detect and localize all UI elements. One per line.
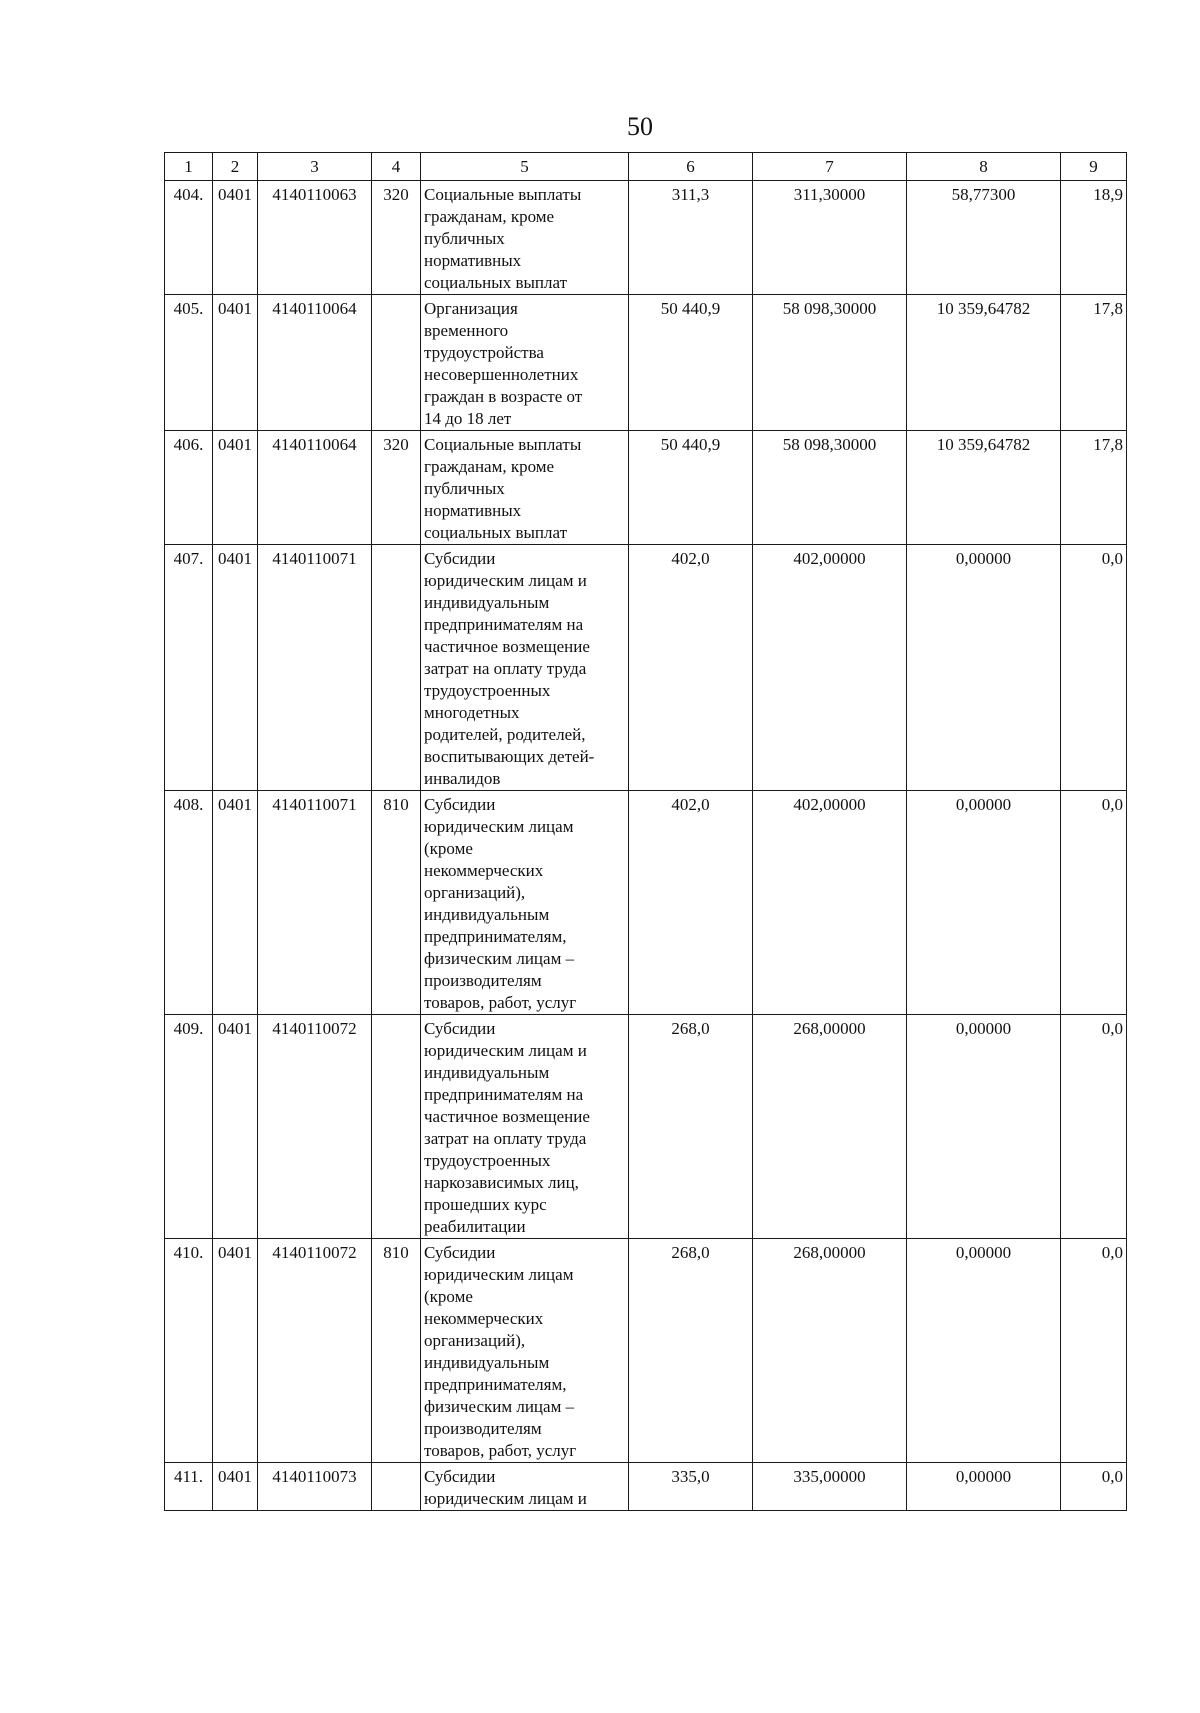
item-name-line: (кроме xyxy=(424,839,473,858)
item-name xyxy=(421,1239,629,1463)
column-header: 2 xyxy=(213,153,258,181)
section-code: 0401 xyxy=(213,431,258,545)
row-number: 406. xyxy=(165,431,213,545)
row-number: 411. xyxy=(165,1463,213,1511)
item-name xyxy=(421,431,629,545)
item-name-line: некоммерческих xyxy=(424,1309,544,1328)
section-code: 0401 xyxy=(213,295,258,431)
item-name-line: гражданам, кроме xyxy=(424,457,555,476)
item-name-line: наркозависимых лиц, xyxy=(424,1173,579,1192)
item-name-line: Субсидии xyxy=(424,1467,496,1486)
table-row xyxy=(165,1239,1127,1463)
target-code: 4140110063 xyxy=(258,181,372,295)
table-row xyxy=(165,545,1127,791)
page-number: 50 xyxy=(627,112,653,141)
value-col-8: 58,77300 xyxy=(907,181,1061,295)
item-name-line: трудоустройства xyxy=(424,343,544,362)
value-col-6: 268,0 xyxy=(629,1239,753,1463)
item-name-line: несовершеннолетних xyxy=(424,365,579,384)
value-col-6: 50 440,9 xyxy=(629,431,753,545)
item-name-line: Социальные выплаты xyxy=(424,185,582,204)
item-name-line: товаров, работ, услуг xyxy=(424,1441,577,1460)
table-row xyxy=(165,431,1127,545)
item-name-line: физическим лицам – xyxy=(424,949,575,968)
item-name-line: индивидуальным xyxy=(424,1063,550,1082)
item-name-line: производителям xyxy=(424,1419,542,1438)
item-name-line: юридическим лицам xyxy=(424,1265,574,1284)
item-name-line: производителям xyxy=(424,971,542,990)
item-name-line: Субсидии xyxy=(424,1243,496,1262)
item-name-line: 14 до 18 лет xyxy=(424,409,512,428)
value-col-7: 268,00000 xyxy=(753,1239,907,1463)
header-row xyxy=(165,153,1127,181)
item-name-line: (кроме xyxy=(424,1287,473,1306)
value-col-9: 17,8 xyxy=(1061,295,1127,431)
item-name-line: публичных xyxy=(424,229,505,248)
item-name-line: индивидуальным xyxy=(424,1353,550,1372)
value-col-9: 0,0 xyxy=(1061,791,1127,1015)
item-name-line: юридическим лицам xyxy=(424,817,574,836)
row-number: 409. xyxy=(165,1015,213,1239)
table-row xyxy=(165,181,1127,295)
value-col-7: 268,00000 xyxy=(753,1015,907,1239)
value-col-7: 335,00000 xyxy=(753,1463,907,1511)
item-name-line: воспитывающих детей- xyxy=(424,747,595,766)
item-name xyxy=(421,1015,629,1239)
row-number: 408. xyxy=(165,791,213,1015)
value-col-6: 402,0 xyxy=(629,545,753,791)
value-col-9: 0,0 xyxy=(1061,1015,1127,1239)
target-code: 4140110072 xyxy=(258,1015,372,1239)
value-col-6: 402,0 xyxy=(629,791,753,1015)
value-col-9: 0,0 xyxy=(1061,1463,1127,1511)
value-col-7: 58 098,30000 xyxy=(753,295,907,431)
item-name xyxy=(421,1463,629,1511)
item-name-line: юридическим лицам и xyxy=(424,571,587,590)
row-number: 410. xyxy=(165,1239,213,1463)
section-code: 0401 xyxy=(213,1463,258,1511)
value-col-6: 335,0 xyxy=(629,1463,753,1511)
item-name-line: временного xyxy=(424,321,509,340)
value-col-9: 17,8 xyxy=(1061,431,1127,545)
target-code: 4140110064 xyxy=(258,295,372,431)
item-name-line: юридическим лицам и xyxy=(424,1041,587,1060)
column-header: 7 xyxy=(753,153,907,181)
value-col-8: 10 359,64782 xyxy=(907,431,1061,545)
value-col-7: 402,00000 xyxy=(753,791,907,1015)
item-name-line: индивидуальным xyxy=(424,905,550,924)
value-col-8: 0,00000 xyxy=(907,1463,1061,1511)
table-row xyxy=(165,1463,1127,1511)
expense-type: 810 xyxy=(372,1239,421,1463)
item-name-line: затрат на оплату труда xyxy=(424,659,587,678)
item-name-line: организаций), xyxy=(424,1331,526,1350)
item-name-line: прошедших курс xyxy=(424,1195,547,1214)
item-name-line: частичное возмещение xyxy=(424,1107,590,1126)
item-name xyxy=(421,295,629,431)
value-col-6: 50 440,9 xyxy=(629,295,753,431)
item-name-line: социальных выплат xyxy=(424,273,568,292)
row-number: 405. xyxy=(165,295,213,431)
section-code: 0401 xyxy=(213,545,258,791)
item-name-line: гражданам, кроме xyxy=(424,207,555,226)
item-name-line: Субсидии xyxy=(424,1019,496,1038)
column-header: 9 xyxy=(1061,153,1127,181)
item-name-line: трудоустроенных xyxy=(424,1151,551,1170)
table-row xyxy=(165,295,1127,431)
item-name-line: граждан в возрасте от xyxy=(424,387,583,406)
item-name-line: Субсидии xyxy=(424,795,496,814)
expense-type: 810 xyxy=(372,791,421,1015)
target-code: 4140110073 xyxy=(258,1463,372,1511)
item-name-line: организаций), xyxy=(424,883,526,902)
item-name-line: трудоустроенных xyxy=(424,681,551,700)
item-name-line: нормативных xyxy=(424,251,522,270)
item-name-line: Социальные выплаты xyxy=(424,435,582,454)
item-name-line: родителей, родителей, xyxy=(424,725,586,744)
item-name-line: Организация xyxy=(424,299,518,318)
item-name-line: затрат на оплату труда xyxy=(424,1129,587,1148)
table-body xyxy=(165,181,1127,1511)
section-code: 0401 xyxy=(213,1239,258,1463)
column-header: 3 xyxy=(258,153,372,181)
value-col-9: 0,0 xyxy=(1061,1239,1127,1463)
item-name-line: публичных xyxy=(424,479,505,498)
row-number: 404. xyxy=(165,181,213,295)
target-code: 4140110071 xyxy=(258,791,372,1015)
item-name-line: предпринимателям, xyxy=(424,1375,567,1394)
target-code: 4140110071 xyxy=(258,545,372,791)
item-name-line: физическим лицам – xyxy=(424,1397,575,1416)
target-code: 4140110072 xyxy=(258,1239,372,1463)
column-header: 8 xyxy=(907,153,1061,181)
value-col-7: 402,00000 xyxy=(753,545,907,791)
expense-type xyxy=(372,1015,421,1239)
column-header: 4 xyxy=(372,153,421,181)
value-col-9: 18,9 xyxy=(1061,181,1127,295)
expense-type xyxy=(372,295,421,431)
item-name-line: некоммерческих xyxy=(424,861,544,880)
value-col-8: 0,00000 xyxy=(907,791,1061,1015)
value-col-8: 0,00000 xyxy=(907,1239,1061,1463)
section-code: 0401 xyxy=(213,181,258,295)
expense-type xyxy=(372,545,421,791)
value-col-8: 10 359,64782 xyxy=(907,295,1061,431)
budget-table xyxy=(164,152,1127,1511)
expense-type xyxy=(372,1463,421,1511)
item-name xyxy=(421,545,629,791)
item-name-line: индивидуальным xyxy=(424,593,550,612)
item-name xyxy=(421,181,629,295)
item-name-line: инвалидов xyxy=(424,769,501,788)
item-name-line: предпринимателям на xyxy=(424,1085,584,1104)
column-header: 1 xyxy=(165,153,213,181)
target-code: 4140110064 xyxy=(258,431,372,545)
item-name-line: социальных выплат xyxy=(424,523,568,542)
expense-type: 320 xyxy=(372,181,421,295)
value-col-9: 0,0 xyxy=(1061,545,1127,791)
value-col-7: 58 098,30000 xyxy=(753,431,907,545)
item-name-line: многодетных xyxy=(424,703,520,722)
item-name-line: предпринимателям на xyxy=(424,615,584,634)
section-code: 0401 xyxy=(213,1015,258,1239)
row-number: 407. xyxy=(165,545,213,791)
item-name-line: предпринимателям, xyxy=(424,927,567,946)
table-row xyxy=(165,1015,1127,1239)
section-code: 0401 xyxy=(213,791,258,1015)
item-name-line: Субсидии xyxy=(424,549,496,568)
value-col-6: 268,0 xyxy=(629,1015,753,1239)
value-col-8: 0,00000 xyxy=(907,545,1061,791)
column-header: 6 xyxy=(629,153,753,181)
item-name xyxy=(421,791,629,1015)
item-name-line: реабилитации xyxy=(424,1217,526,1236)
expense-type: 320 xyxy=(372,431,421,545)
item-name-line: юридическим лицам и xyxy=(424,1489,587,1508)
column-header: 5 xyxy=(421,153,629,181)
item-name-line: нормативных xyxy=(424,501,522,520)
value-col-7: 311,30000 xyxy=(753,181,907,295)
table-row xyxy=(165,791,1127,1015)
value-col-8: 0,00000 xyxy=(907,1015,1061,1239)
item-name-line: товаров, работ, услуг xyxy=(424,993,577,1012)
value-col-6: 311,3 xyxy=(629,181,753,295)
item-name-line: частичное возмещение xyxy=(424,637,590,656)
